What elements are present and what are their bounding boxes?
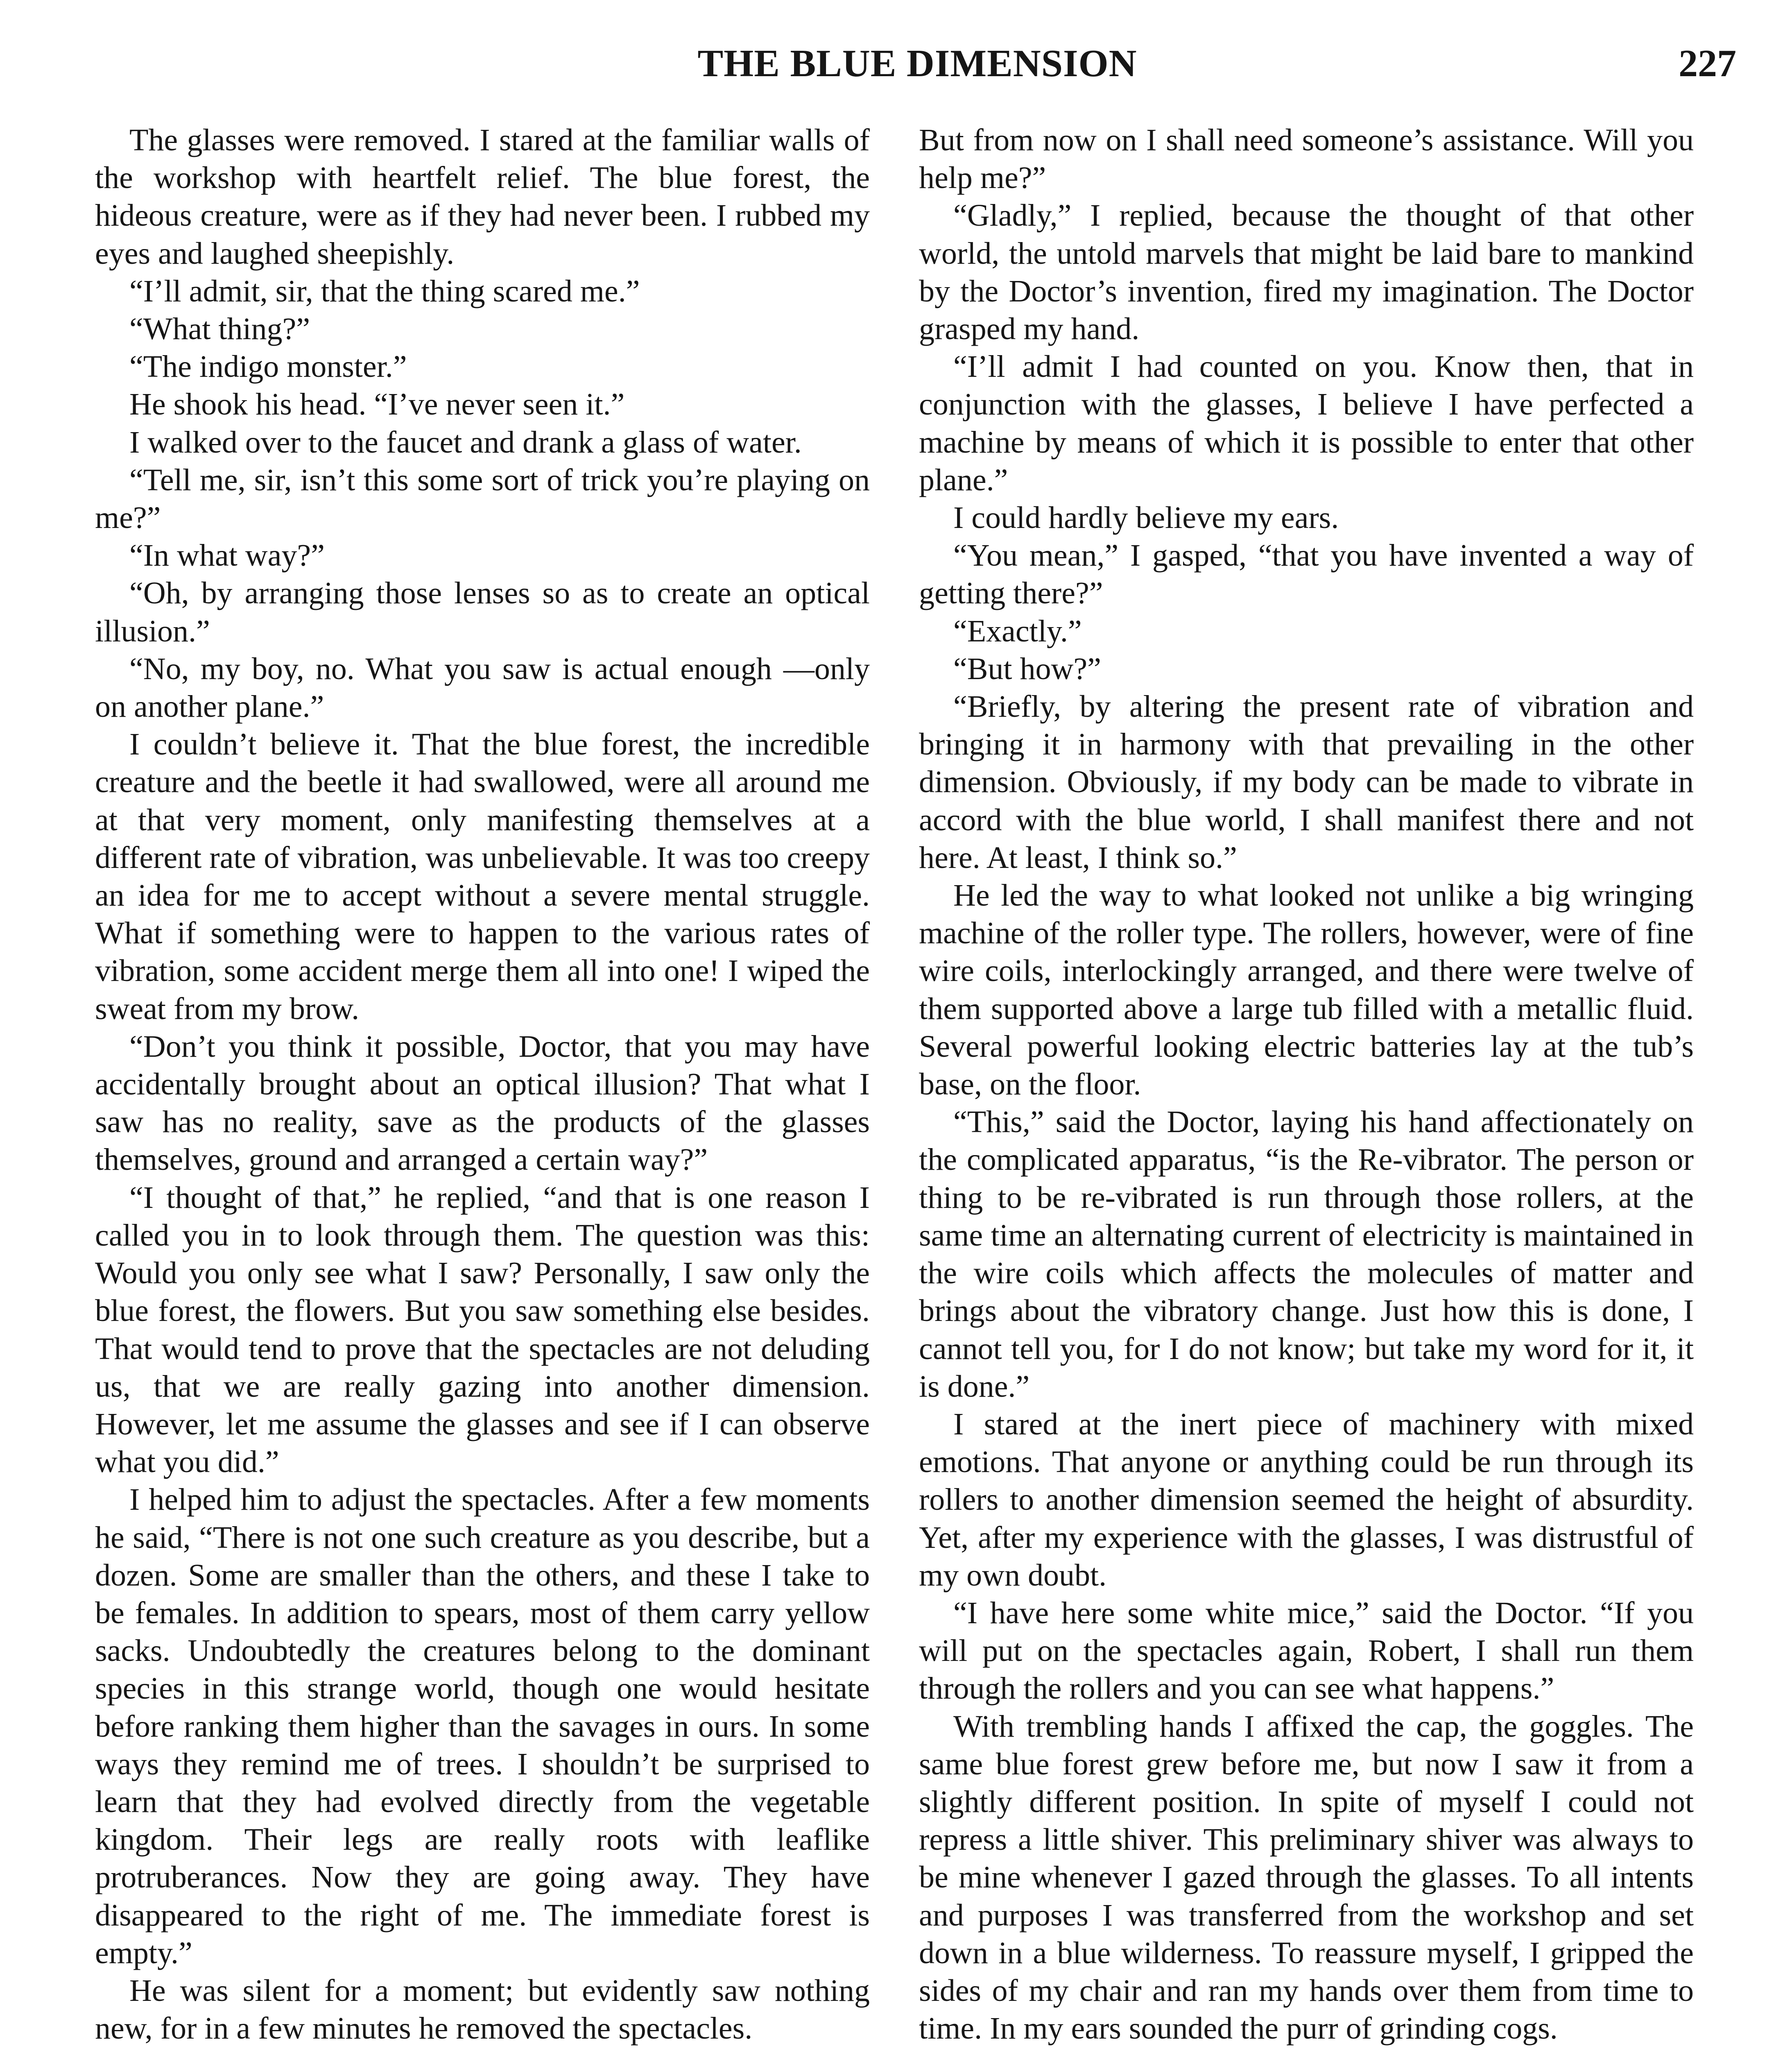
paragraph: “No, my boy, no. What you saw is actual enough —only on another plane.” <box>95 651 870 724</box>
right-column <box>919 121 1694 2048</box>
paragraph: He shook his head. “I’ve never seen it.” <box>129 387 625 422</box>
paragraph: I couldn’t believe it. That the blue forest, the incredible creature and the beetle it had swallowed, were all around me at that very moment, only manifesting themselves at a different rate of vibration, was unbelievable. It was too creepy an idea for me to accept without a severe mental struggle. What if something were to happen to the various rates of vibration, some accident merge them all into one! I wiped the sweat from my brow. <box>95 727 870 1026</box>
paragraph: “In what way?” <box>129 538 325 573</box>
paragraph: I could hardly believe my ears. <box>953 501 1339 535</box>
paragraph: He led the way to what looked not unlike a big wringing machine of the roller type. The rollers, however, were of fine wire coils, interlockingly arranged, and there were twelve of them supported above a large tub filled with a metallic fluid. Several powerful looking electric batteries lay at the tub’s base, on the floor. <box>919 878 1694 1102</box>
paragraph: “Tell me, sir, isn’t this some sort of trick you’re playing on me?” <box>95 462 870 535</box>
paragraph: I stared at the inert piece of machinery with mixed emotions. That anyone or anything could be run through its rollers to another dimension seemed the height of absurdity. Yet, after my experience with the glasses, I was distrustful of my own doubt. <box>919 1407 1694 1593</box>
paragraph: I walked over to the faucet and drank a glass of water. <box>129 425 802 460</box>
paragraph: “Briefly, by altering the present rate of vibration and bringing it in harmony with that prevailing in the other dimension. Obviously, if my body can be made to vibrate in accord with the blue world, I shall manifest there and not here. At least, I think so.” <box>919 689 1694 875</box>
paragraph: “I’ll admit, sir, that the thing scared me.” <box>129 274 640 308</box>
paragraph: “You mean,” I gasped, “that you have invented a way of getting there?” <box>919 538 1694 611</box>
paragraph: “I thought of that,” he replied, “and that is one reason I called you in to look through them. The question was this: Would you only see what I saw? Personally, I saw only the blue forest, the flowers. But you saw something else besides. That would tend to prove that the spectacles are not deluding us, that we are really gazing into another dimension. However, let me assume the glasses and see if I can observe what you did.” <box>95 1180 870 1479</box>
paragraph: “Don’t you think it possible, Doctor, that you may have accidentally brought about an optical illusion? That what I saw has no reality, save as the products of the glasses themselves, ground and arranged a certain way?” <box>95 1029 870 1177</box>
running-head <box>98 33 1736 94</box>
running-title: THE BLUE DIMENSION <box>697 42 1137 85</box>
page-number: 227 <box>1679 42 1736 85</box>
paragraph: “But how?” <box>953 651 1101 686</box>
paragraph: He was silent for a moment; but evidently saw nothing new, for in a few minutes he removed the spectacles. <box>95 1973 870 2046</box>
paragraph: “I have here some white mice,” said the Doctor. “If you will put on the spectacles again, Robert, I shall run them through the rollers and you can see what happens.” <box>919 1595 1694 1706</box>
paragraph: I helped him to adjust the spectacles. After a few moments he said, “There is not one such creature as you describe, but a dozen. Some are smaller than the others, and these I take to be females. In addition to spears, most of them carry yellow sacks. Undoubtedly the creatures belong to the dominant species in this strange world, though one would hesitate before ranking them higher than the savages in ours. In some ways they remind me of trees. I shouldn’t be surprised to learn that they had evolved directly from the vegetable kingdom. Their legs are really roots with leaflike protruberances. Now they are going away. They have disappeared to the right of me. The immediate forest is empty.” <box>95 1482 870 1970</box>
paragraph: “Gladly,” I replied, because the thought of that other world, the untold marvels that might be laid bare to mankind by the Doctor’s invention, fired my imagination. The Doctor grasped my hand. <box>919 198 1694 347</box>
paragraph: The glasses were removed. I stared at the familiar walls of the workshop with heartfelt relief. The blue forest, the hideous creature, were as if they had never been. I rubbed my eyes and laughed sheepishly. <box>95 123 870 271</box>
left-column <box>95 121 870 2048</box>
paragraph: With trembling hands I affixed the cap, the goggles. The same blue forest grew before me, but now I saw it from a slightly different position. In spite of myself I could not repress a little shiver. This preliminary shiver was always to be mine whenever I gazed through the glasses. To all intents and purposes I was transferred from the workshop and set down in a blue wilderness. To reassure myself, I gripped the sides of my chair and ran my hands over them from time to time. In my ears sounded the purr of grinding cogs. <box>919 1709 1694 2046</box>
paragraph: “Exactly.” <box>953 614 1082 648</box>
paragraph: “Oh, by arranging those lenses so as to create an optical illusion.” <box>95 576 870 648</box>
paragraph: “What thing?” <box>129 312 310 347</box>
paragraph: “The indigo monster.” <box>129 349 407 384</box>
paragraph-continued: But from now on I shall need someone’s assistance. Will you help me?” <box>919 123 1694 195</box>
paragraph: “I’ll admit I had counted on you. Know then, that in conjunction with the glasses, I believe I have perfected a machine by means of which it is possible to enter that other plane.” <box>919 349 1694 497</box>
paragraph: “This,” said the Doctor, laying his hand affectionately on the complicated apparatus, “is the Re-vibrator. The person or thing to be re-vibrated is run through those rollers, at the same time an alternating current of electricity is maintained in the wire coils which affects the molecules of matter and brings about the vibratory change. Just how this is done, I cannot tell you, for I do not know; but take my word for it, it is done.” <box>919 1105 1694 1404</box>
